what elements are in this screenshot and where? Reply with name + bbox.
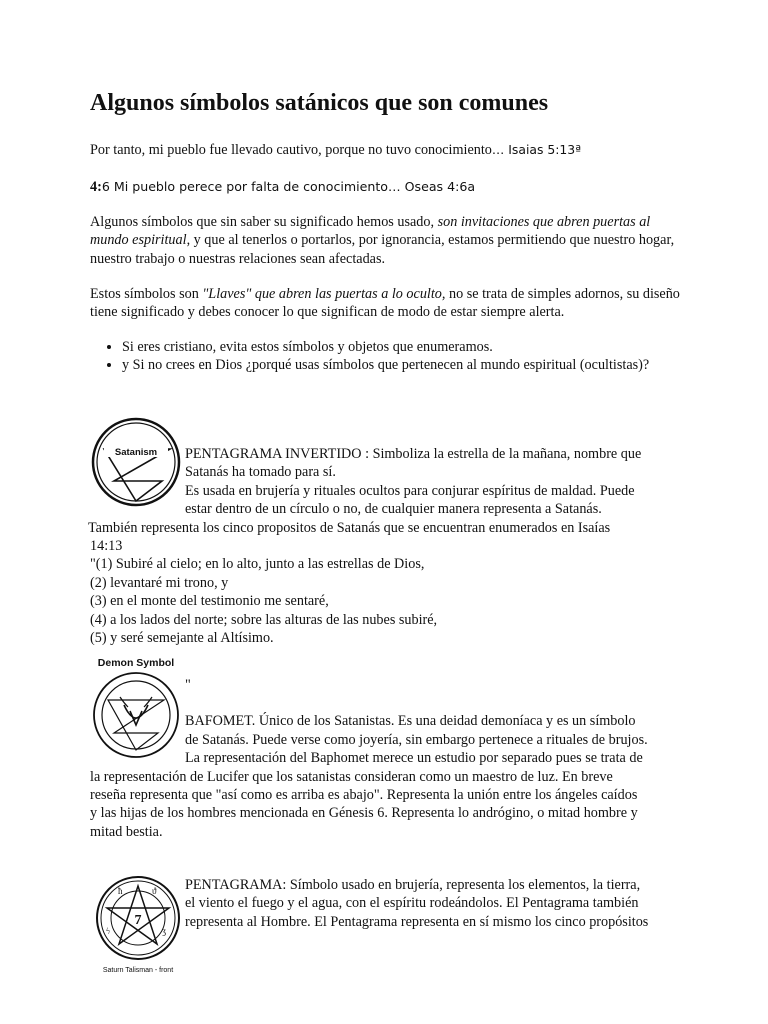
verse-isaias-text: Por tanto, mi pueblo fue llevado cautivo, porque no tuvo conocimiento <box>90 142 492 158</box>
saturn-talisman-label: Saturn Talisman - front <box>102 967 174 974</box>
sec2-line: mitad bestia. <box>90 823 163 840</box>
svg-text:ʒ: ʒ <box>162 926 166 936</box>
svg-text:ħ: ħ <box>118 886 123 896</box>
isaias-item: (3) en el monte del testimonio me sentaré, <box>90 593 329 610</box>
sec1-line: PENTAGRAMA INVERTIDO : Simboliza la estrella de la mañana, nombre que <box>185 446 642 462</box>
list-item: • y Si no crees en Dios ¿porqué usas símbolos que pertenecen al mundo espiritual (ocultistas)? <box>122 356 682 374</box>
sec1-line: Satanás ha tomado para sí. <box>185 464 336 481</box>
isaias-item: "(1) Subiré al cielo; en lo alto, junto a las estrellas de Dios, <box>90 556 425 573</box>
section-pentagram <box>90 876 680 931</box>
intro-paragraph <box>90 213 680 268</box>
page-title: Algunos símbolos satánicos que son comunes <box>90 90 549 116</box>
intro-text-b: , y que al tenerlos o portarlos, por ignorancia, estamos permitiendo que nuestro hogar, nuestro trabajo o nuestras relaciones sean afectadas. <box>90 232 675 267</box>
sec1-line: Es usada en brujería y rituales ocultos para conjurar espíritus de maldad. Puede <box>185 482 635 499</box>
sec2-line: la representación de Lucifer que los satanistas consideran como un maestro de luz. En breve <box>90 768 613 785</box>
sec2-line: y las hijas de los hombres mencionada en Génesis 6. Representa lo andrógino, o mitad hombre y <box>90 805 638 822</box>
keys-paragraph <box>90 285 680 322</box>
sec3-line: PENTAGRAMA: Símbolo usado en brujería, representa los elementos, la tierra, <box>185 877 641 893</box>
sec2-quote: " <box>185 677 191 693</box>
warning-list <box>100 338 682 375</box>
isaias-item: (2) levantaré mi trono, y <box>90 574 229 591</box>
sec2-line: reseña representa que "así como es arriba es abajo". Representa la unión entre los ángeles caídos <box>90 787 638 804</box>
keys-text-b: no se trata de simples adornos, su diseño tiene significado y debes conocer lo que significan de modo de estar siempre alerta. <box>90 286 680 321</box>
sec1-line: También representa los cinco propositos de Satanás que se encuentran enumerados en Isaías <box>88 519 611 536</box>
isaias-item: (4) a los lados del norte; sobre las alturas de las nubes subiré, <box>90 611 438 628</box>
svg-text:7: 7 <box>134 913 142 928</box>
sec2-line: La representación del Baphomet merece un estudio por separado pues se trata de <box>185 750 643 767</box>
intro-text-a: Algunos símbolos que sin saber su significado hemos usado, <box>90 214 438 230</box>
keys-text-emphasis: "Llaves" que abren las puertas a lo oculto, <box>202 286 446 302</box>
verse-oseas-bold: 4: <box>90 179 102 195</box>
isaias-item: (5) y seré semejante al Altísimo. <box>90 630 274 647</box>
section-inverted-pentagram <box>90 445 680 647</box>
intro-text-emphasis: son invitaciones que abren puertas al mundo espiritual <box>90 214 651 249</box>
list-item: • Si eres cristiano, evita estos símbolos y objetos que enumeramos. <box>122 338 682 356</box>
demon-symbol-label: Demon Symbol <box>97 657 175 669</box>
sec2-line: de Satanás. Puede verse como joyería, sin embargo pertenece a rituales de brujos. <box>185 731 648 748</box>
section-baphomet <box>90 676 680 841</box>
svg-text:ϑ: ϑ <box>152 886 157 896</box>
verse-oseas-text: 6 Mi pueblo perece por falta de conocimiento… Oseas 4:6a <box>101 179 476 194</box>
sec3-line: representa al Hombre. El Pentagrama representa en sí mismo los cinco propósitos <box>185 913 649 930</box>
verse-oseas <box>90 178 680 196</box>
sec1-line: estar dentro de un círculo o no, de cualquier manera representa a Satanás. <box>185 501 602 518</box>
svg-text:ϟ: ϟ <box>106 926 111 936</box>
pentagram-label: Satanism <box>114 447 158 458</box>
keys-text-a: Estos símbolos son <box>90 286 203 302</box>
verse-isaias-ref: … Isaias 5:13ª <box>491 142 582 157</box>
sec2-line: BAFOMET. Único de los Satanistas. Es una deidad demoníaca y es un símbolo <box>185 713 636 730</box>
sec1-line: 14:13 <box>90 538 123 555</box>
sec3-line: el viento el fuego y el agua, con el espíritu rodeándolos. El Pentagrama también <box>185 895 639 912</box>
verse-isaias <box>90 141 680 159</box>
